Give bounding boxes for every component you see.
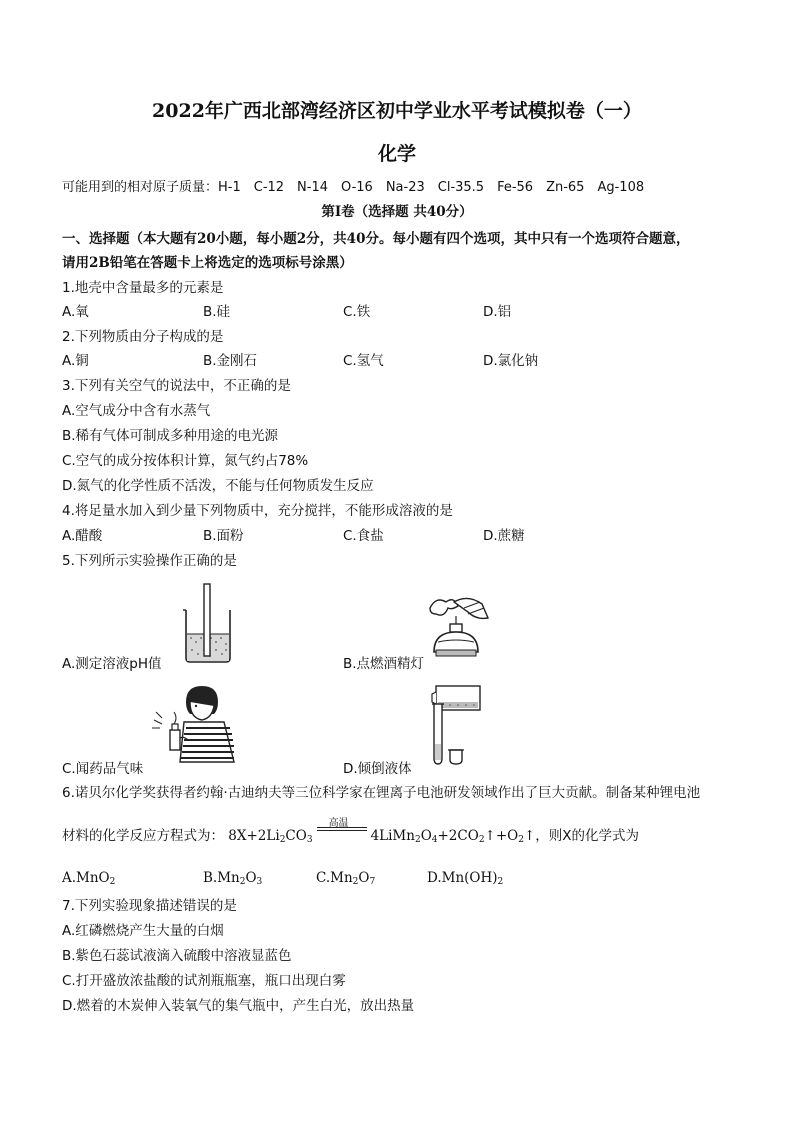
q4-option-c: C.食盐	[343, 528, 384, 544]
q7-option-d: D.燃着的木炭伸入装氧气的集气瓶中，产生白光，放出热量	[62, 998, 415, 1014]
q7-option-a: A.红磷燃烧产生大量的白烟	[62, 923, 224, 939]
atomic-masses: 可能用到的相对原子质量：H-1 C-12 N-14 O-16 Na-23 Cl-35.5 Fe-56 Zn-65 Ag-108	[62, 180, 645, 195]
q4-stem: 4.将足量水加入到少量下列物质中，充分搅拌，不能形成溶液的是	[62, 503, 453, 519]
q6-stem-line1: 6.诺贝尔化学奖获得者约翰·古迪纳夫等三位科学家在锂离子电池研发领域作出了巨大贡献。制备某种锂电池	[62, 785, 701, 801]
q5-option-c: C.闻药品气味	[62, 761, 144, 777]
q2-stem: 2.下列物质由分子构成的是	[62, 329, 224, 345]
part1-heading: 第Ⅰ卷（选择题 共40分）	[321, 204, 473, 220]
q6-option-d: $D.Mn(OH)_2$	[427, 870, 504, 887]
q7-option-c: C.打开盛放浓盐酸的试剂瓶瓶塞，瓶口出现白雾	[62, 973, 346, 989]
q6-stem-line2	[62, 818, 640, 845]
q5-option-d: D.倾倒液体	[343, 761, 412, 777]
instructions-line2: 请用2B铅笔在答题卡上将选定的选项标号涂黑）	[62, 255, 353, 271]
pouring-liquid-illustration	[420, 684, 488, 768]
q1-stem: 1.地壳中含量最多的元素是	[62, 280, 224, 296]
ph-test-illustration	[178, 582, 238, 668]
q3-option-d: D.氮气的化学性质不活泼，不能与任何物质发生反应	[62, 478, 374, 494]
q1-option-a: A.氧	[62, 304, 89, 320]
instructions-line1: 一、选择题（本大题有20小题，每小题2分，共40分。每小题有四个选项，其中只有一个选项符合题意，	[62, 231, 690, 247]
q5-stem: 5.下列所示实验操作正确的是	[62, 553, 237, 569]
q2-option-a: A.铜	[62, 353, 89, 369]
q4-option-d: D.蔗糖	[483, 528, 525, 544]
q7-option-b: B.紫色石蕊试液滴入硫酸中溶液显蓝色	[62, 948, 292, 964]
q2-option-c: C.氢气	[343, 353, 384, 369]
q3-option-a: A.空气成分中含有水蒸气	[62, 403, 211, 419]
q6-equation: $8X+2Li_2CO_3$ 高温 $4LiMn_2O_4+2CO_2↑+O_2↑$	[228, 828, 535, 844]
q6-stem-suffix: ，则X的化学式为	[535, 828, 640, 844]
q6-stem-prefix: 材料的化学反应方程式为：	[62, 828, 224, 844]
q6-option-a: A.MnO$_2$	[62, 870, 116, 887]
q3-option-b: B.稀有气体可制成多种用途的电光源	[62, 428, 279, 444]
subject-title: 化学	[377, 143, 416, 165]
q6-option-b: $B.Mn_2O_3$	[203, 870, 263, 887]
q2-option-d: D.氯化钠	[483, 353, 539, 369]
smelling-chemical-illustration	[150, 682, 238, 766]
q5-option-b: B.点燃酒精灯	[343, 656, 425, 672]
q4-option-b: B.面粉	[203, 528, 244, 544]
q5-option-a: A.测定溶液pH值	[62, 656, 162, 672]
q6-reaction-condition: 高温	[328, 818, 349, 829]
q1-option-c: C.铁	[343, 304, 371, 320]
q2-option-b: B.金刚石	[203, 353, 258, 369]
q3-option-c: C.空气的成分按体积计算，氮气约占78%	[62, 453, 309, 469]
exam-title: 2022年广西北部湾经济区初中学业水平考试模拟卷（一）	[152, 100, 642, 122]
q1-option-d: D.铝	[483, 304, 512, 320]
alcohol-lamp-illustration	[424, 594, 496, 666]
q6-option-c: $C.Mn_2O_7$	[316, 870, 376, 887]
q7-stem: 7.下列实验现象描述错误的是	[62, 898, 237, 914]
q1-option-b: B.硅	[203, 304, 231, 320]
q4-option-a: A.醋酸	[62, 528, 103, 544]
q3-stem: 3.下列有关空气的说法中，不正确的是	[62, 378, 291, 394]
